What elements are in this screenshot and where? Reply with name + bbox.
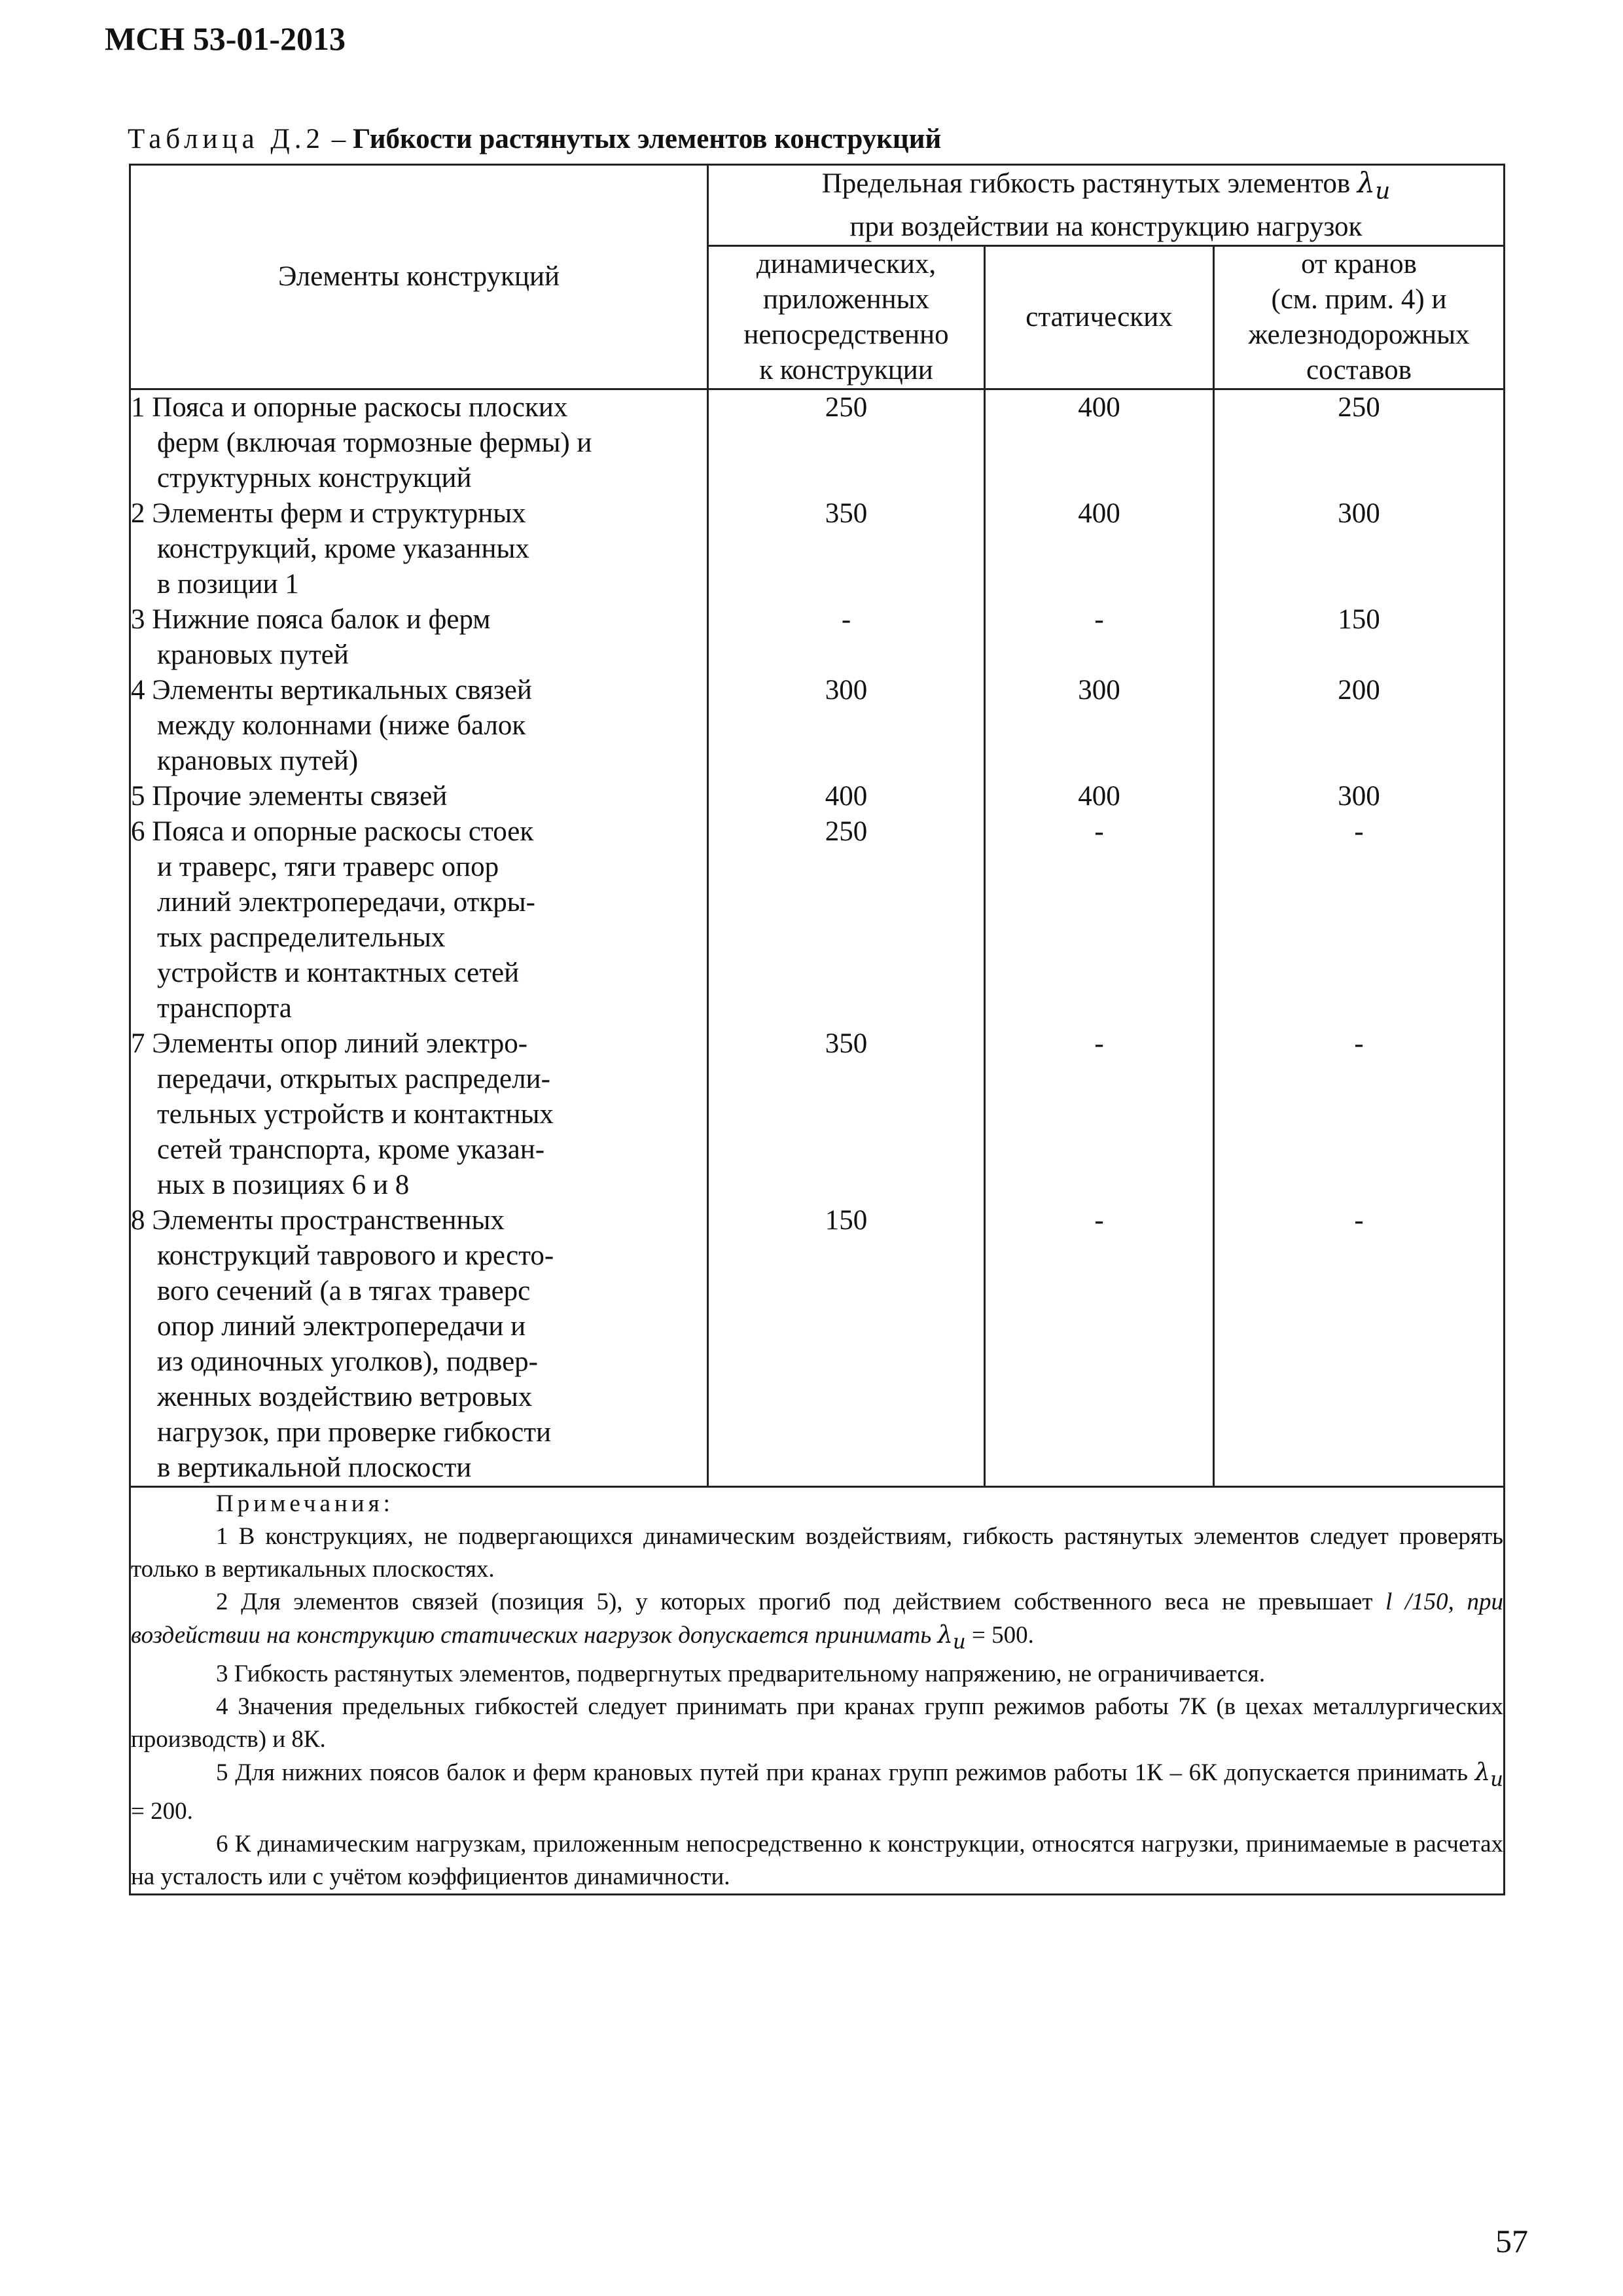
header-elements-cell bbox=[130, 165, 708, 389]
document-code: МСН 53-01-2013 bbox=[105, 20, 346, 57]
element-text: из одиночных уголков), подвер- bbox=[157, 1346, 538, 1377]
element-text: женных воздействию ветровых bbox=[157, 1381, 533, 1412]
static-value: - bbox=[985, 602, 1214, 673]
cranes-value: 300 bbox=[1214, 779, 1505, 814]
static-value: 400 bbox=[985, 779, 1214, 814]
header-elements-label: Элементы конструкций bbox=[277, 260, 560, 292]
element-text: вого сечений (а в тягах траверс bbox=[157, 1275, 531, 1306]
element-cell bbox=[130, 1026, 708, 1203]
element-text: тельных устройств и контактных bbox=[157, 1098, 554, 1130]
element-text: 3 Нижние пояса балок и ферм bbox=[131, 603, 491, 635]
element-text: крановых путей bbox=[157, 639, 349, 670]
header-dynamic-cell bbox=[708, 245, 985, 389]
dynamic-value: 400 bbox=[708, 779, 985, 814]
element-text: 1 Пояса и опорные раскосы плоских bbox=[131, 391, 568, 423]
lambda-symbol: $\lambda_u$ bbox=[937, 1620, 966, 1653]
element-text: опор линий электропередачи и bbox=[157, 1310, 526, 1342]
element-text: линий электропередачи, откры- bbox=[157, 886, 535, 918]
note-4: 4 Значения предельных гибкостей следует принимать при кранах групп режимов работы 7К (в цехах металлургических производств) и 8К. bbox=[131, 1693, 1503, 1753]
table-row bbox=[130, 602, 1505, 673]
dynamic-value: 300 bbox=[708, 673, 985, 779]
lambda-symbol: $\lambda_u$ bbox=[1357, 167, 1391, 205]
note-6: 6 К динамическим нагрузкам, приложенным непосредственно к конструкции, относятся нагрузки, принимаемые в расчетах на усталость или с учётом коэффициентов динамичности. bbox=[131, 1831, 1503, 1891]
element-text: устройств и контактных сетей bbox=[157, 957, 520, 988]
dynamic-value: - bbox=[708, 602, 985, 673]
static-value: - bbox=[985, 1203, 1214, 1487]
flexibility-table bbox=[129, 164, 1505, 1895]
element-cell bbox=[130, 496, 708, 602]
header-limit-cell bbox=[708, 165, 1505, 246]
lambda-symbol: $\lambda_u$ bbox=[1474, 1757, 1503, 1791]
page-number: 57 bbox=[1495, 2223, 1528, 2259]
element-cell bbox=[130, 814, 708, 1026]
table-row bbox=[130, 496, 1505, 602]
cranes-value: 300 bbox=[1214, 496, 1505, 602]
cranes-value: - bbox=[1214, 1026, 1505, 1203]
notes-cell bbox=[130, 1486, 1505, 1895]
table-row bbox=[130, 1026, 1505, 1203]
dynamic-value: 250 bbox=[708, 814, 985, 1026]
element-text: 4 Элементы вертикальных связей bbox=[131, 674, 532, 706]
table-row bbox=[130, 673, 1505, 779]
header-cranes-cell bbox=[1214, 245, 1505, 389]
header-static-label: статических bbox=[1026, 301, 1173, 332]
element-text: транспорта bbox=[157, 992, 292, 1024]
static-value: 300 bbox=[985, 673, 1214, 779]
header-row-1 bbox=[130, 165, 1505, 246]
cranes-value: - bbox=[1214, 1203, 1505, 1487]
dynamic-value: 350 bbox=[708, 496, 985, 602]
element-text: 8 Элементы пространственных bbox=[131, 1204, 505, 1236]
element-cell bbox=[130, 389, 708, 496]
header-dynamic-line: непосредственно bbox=[743, 319, 949, 350]
element-text: в вертикальной плоскости bbox=[157, 1452, 472, 1483]
element-text: структурных конструкций bbox=[157, 462, 472, 493]
element-cell bbox=[130, 602, 708, 673]
element-text: в позиции 1 bbox=[157, 568, 299, 600]
table-caption bbox=[128, 123, 941, 155]
notes-title: Примечания: bbox=[216, 1490, 394, 1517]
static-value: - bbox=[985, 1026, 1214, 1203]
element-text: между колоннами (ниже балок bbox=[157, 709, 526, 741]
cranes-value: 150 bbox=[1214, 602, 1505, 673]
cranes-value: - bbox=[1214, 814, 1505, 1026]
header-dynamic-line: динамических, bbox=[756, 248, 936, 279]
element-cell bbox=[130, 673, 708, 779]
header-static-cell bbox=[985, 245, 1214, 389]
note-3: 3 Гибкость растянутых элементов, подвергнутых предварительному напряжению, не ограничивается. bbox=[216, 1660, 1266, 1687]
static-value: - bbox=[985, 814, 1214, 1026]
cranes-value: 200 bbox=[1214, 673, 1505, 779]
element-text: сетей транспорта, кроме указан- bbox=[157, 1134, 545, 1165]
dynamic-value: 150 bbox=[708, 1203, 985, 1487]
element-text: нагрузок, при проверке гибкости bbox=[157, 1416, 552, 1448]
element-text: ных в позициях 6 и 8 bbox=[157, 1169, 410, 1200]
header-cranes-line: составов bbox=[1306, 354, 1412, 386]
header-cranes-line: (см. прим. 4) и bbox=[1271, 283, 1447, 315]
note-5: 5 Для нижних поясов балок и ферм крановых путей при кранах групп режимов работы 1К – 6К допускается принимать $\lambda_u = 200$. bbox=[131, 1757, 1503, 1825]
element-cell bbox=[130, 1203, 708, 1487]
header-limit-prefix: Предельная гибкость растянутых элементов bbox=[821, 168, 1357, 199]
element-text: крановых путей) bbox=[157, 745, 359, 776]
table-row bbox=[130, 779, 1505, 814]
header-dynamic-line: к конструкции bbox=[759, 354, 933, 386]
element-text: ферм (включая тормозные фермы) и bbox=[157, 427, 592, 458]
element-text: 7 Элементы опор линий электро- bbox=[131, 1028, 528, 1059]
element-text: тых распределительных bbox=[157, 922, 446, 953]
dynamic-value: 350 bbox=[708, 1026, 985, 1203]
notes-row bbox=[130, 1486, 1505, 1895]
note-1: 1 В конструкциях, не подвергающихся динамическим воздействиям, гибкость растянутых элементов следует проверять только в вертикальных плоскостях. bbox=[131, 1522, 1503, 1583]
table-row bbox=[130, 1203, 1505, 1487]
note-2: 2 Для элементов связей (позиция 5), у которых прогиб под действием собственного веса не превышает l /150, при воздействии на конструкцию статических нагрузок допускается принимать $\lambda_u = 500$. bbox=[131, 1588, 1503, 1653]
static-value: 400 bbox=[985, 389, 1214, 496]
table-row bbox=[130, 389, 1505, 496]
table-row bbox=[130, 814, 1505, 1026]
header-dynamic-line: приложенных bbox=[762, 283, 930, 315]
table-caption-prefix: Таблица Д.2 bbox=[128, 124, 325, 154]
element-text: конструкций, кроме указанных bbox=[157, 533, 529, 564]
cranes-value: 250 bbox=[1214, 389, 1505, 496]
element-text: 6 Пояса и опорные раскосы стоек bbox=[131, 816, 534, 847]
element-text: конструкций таврового и кресто- bbox=[157, 1240, 554, 1271]
header-limit-suffix: при воздействии на конструкцию нагрузок bbox=[849, 211, 1363, 242]
header-cranes-line: железнодорожных bbox=[1248, 319, 1470, 350]
header-cranes-line: от кранов bbox=[1301, 248, 1417, 279]
element-text: и траверс, тяги траверс опор bbox=[157, 851, 499, 882]
element-text: 2 Элементы ферм и структурных bbox=[131, 497, 526, 529]
static-value: 400 bbox=[985, 496, 1214, 602]
dynamic-value: 250 bbox=[708, 389, 985, 496]
element-cell bbox=[130, 779, 708, 814]
table-caption-title: Гибкости растянутых элементов конструкций bbox=[353, 124, 942, 154]
element-text: 5 Прочие элементы связей bbox=[131, 780, 448, 812]
element-text: передачи, открытых распредели- bbox=[157, 1063, 550, 1094]
table-caption-dash: – bbox=[325, 124, 353, 154]
